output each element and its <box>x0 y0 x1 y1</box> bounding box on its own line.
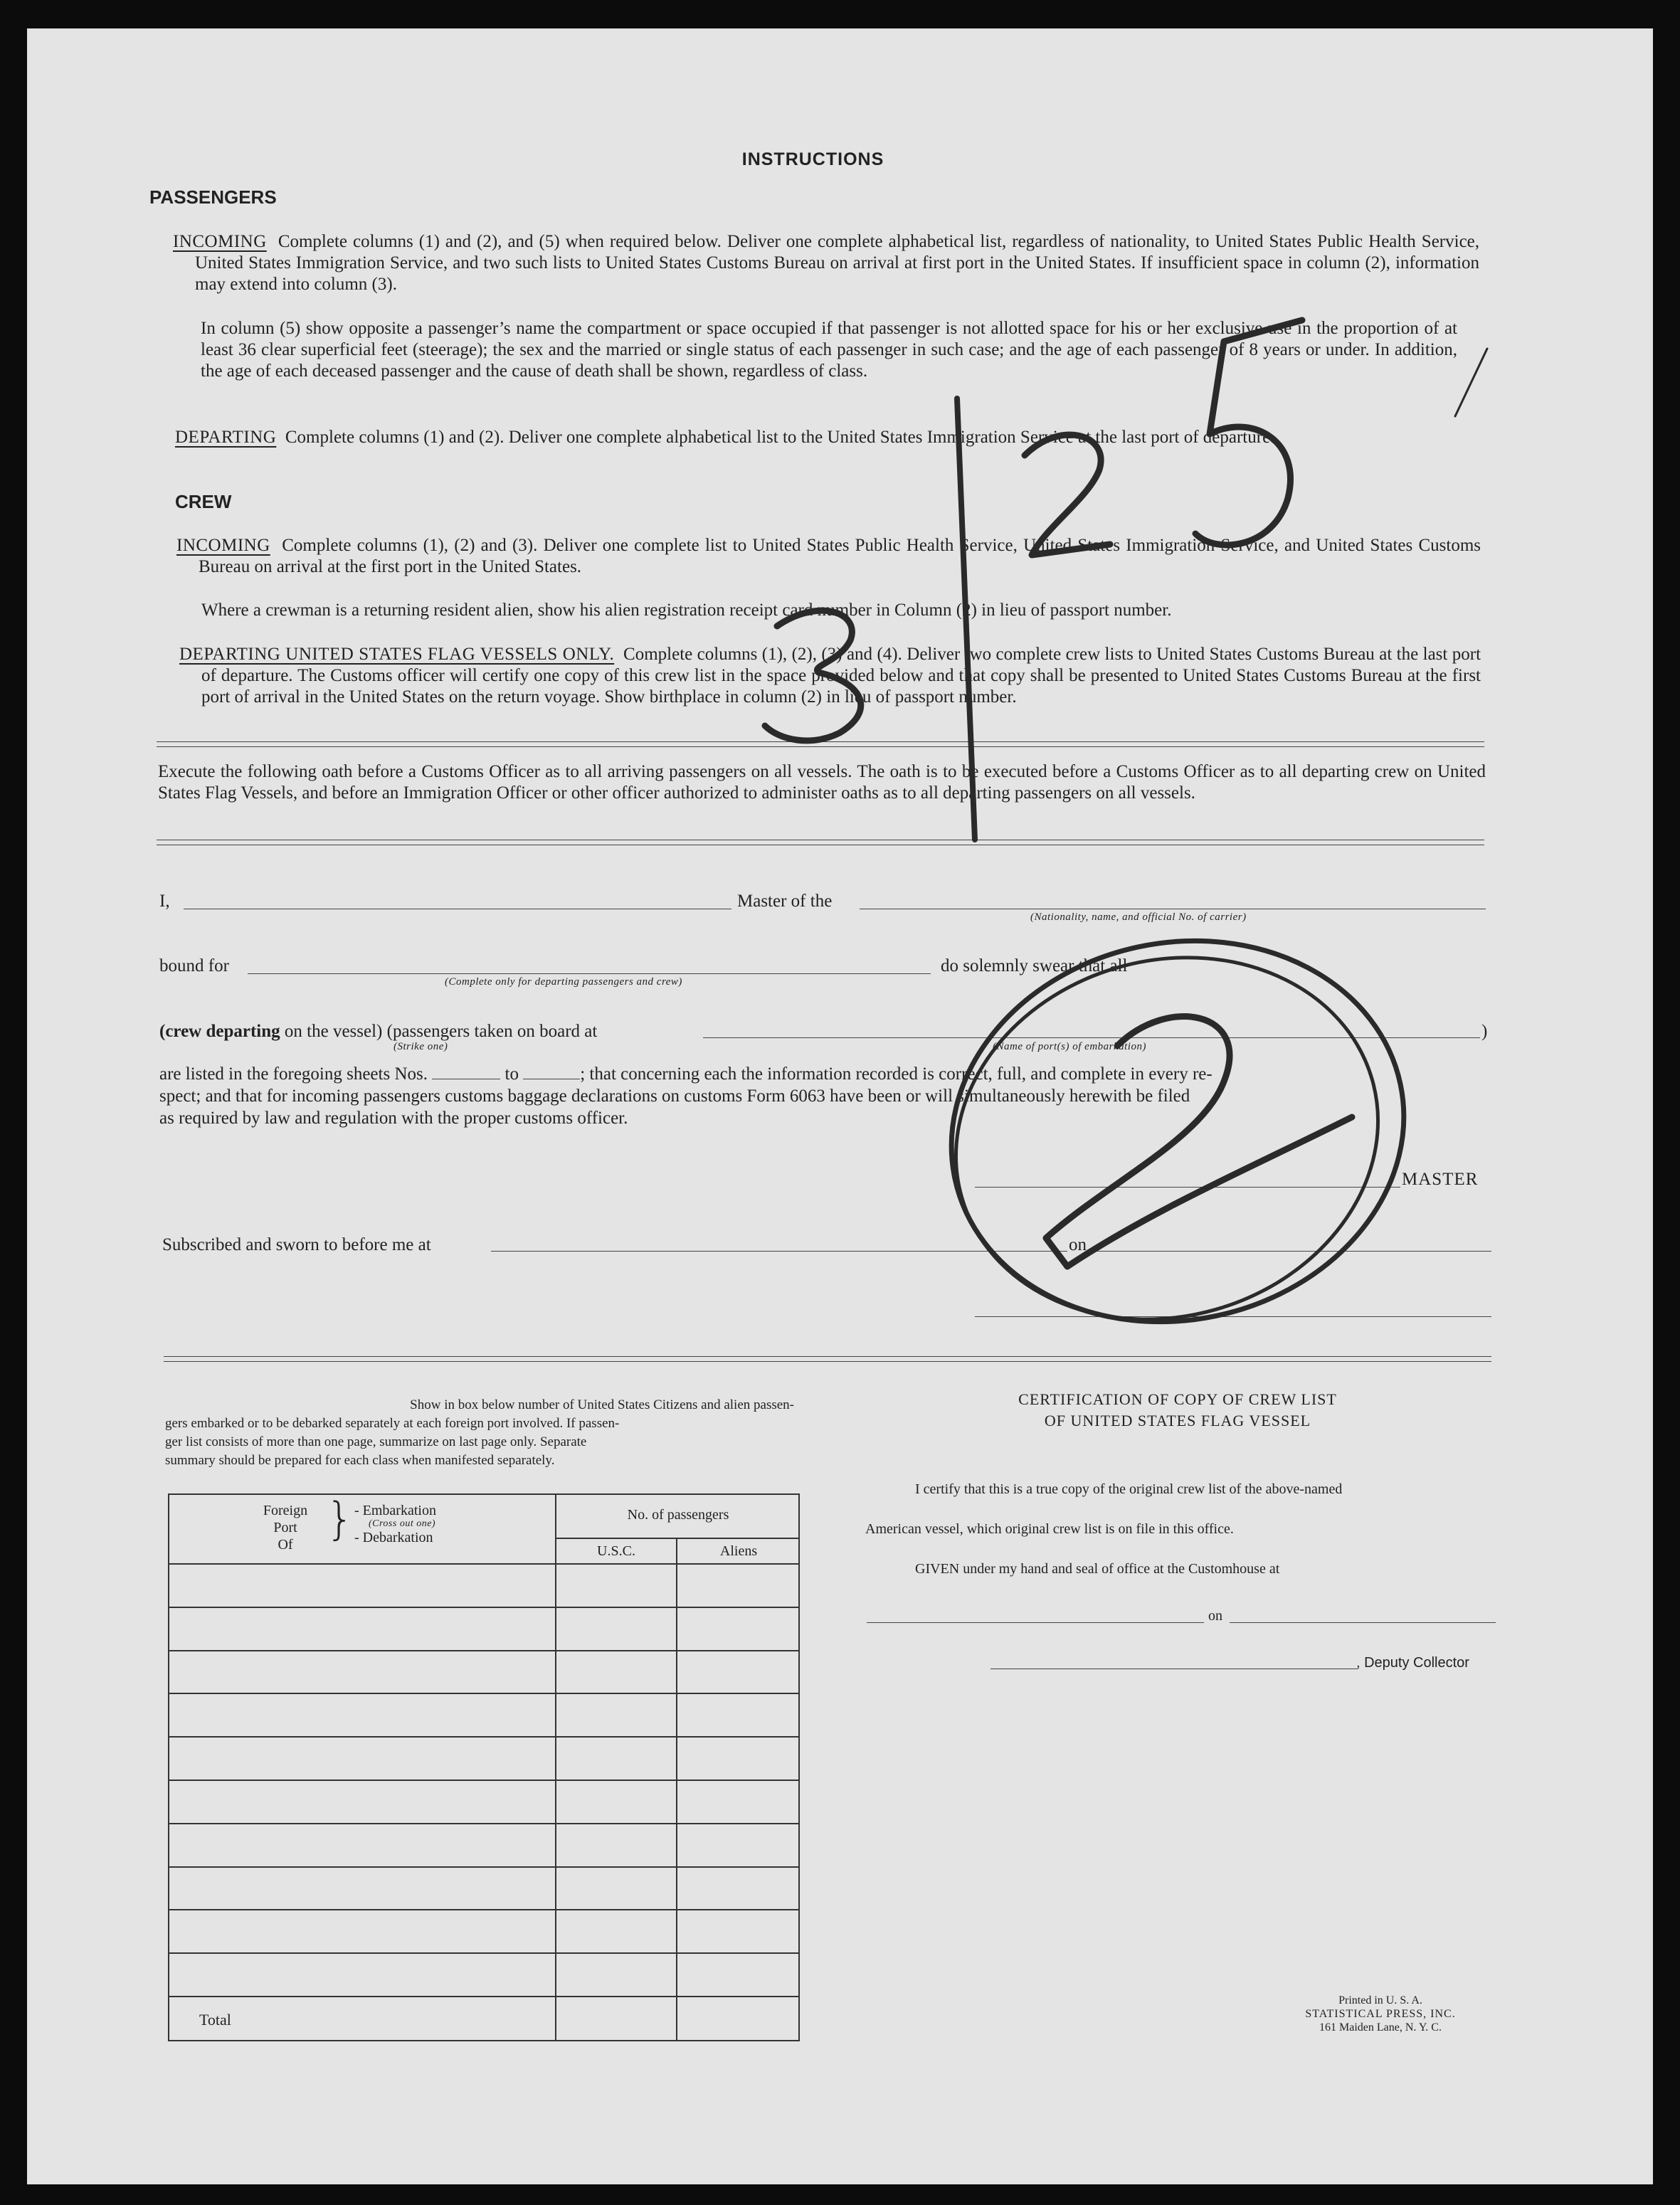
crew-passengers-line <box>159 1020 597 1042</box>
printer-imprint <box>1281 1994 1480 2034</box>
embarkation-port-field[interactable] <box>703 1037 1480 1038</box>
summary-line: Show in box below number of United States Citizens and alien passen- <box>410 1397 794 1412</box>
divider <box>164 1356 1491 1357</box>
listed-line2: spect; and that for incoming passengers customs baggage declarations on customs Form 6063 have been or will simultaneously herewith be filed <box>159 1086 1190 1106</box>
certification-date-field[interactable] <box>1230 1622 1496 1623</box>
certification-title-line1: CERTIFICATION OF COPY OF CREW LIST <box>1018 1390 1337 1408</box>
table-row-rule <box>168 1736 800 1738</box>
master-of-the-label: Master of the <box>737 892 833 911</box>
summary-line: ger list consists of more than one page, summarize on last page only. Separate <box>165 1434 587 1449</box>
customhouse-field[interactable] <box>867 1622 1204 1623</box>
usc-header: U.S.C. <box>597 1543 635 1559</box>
embark-debark-options[interactable] <box>354 1502 436 1546</box>
cross-out-caption: (Cross out one) <box>369 1518 436 1529</box>
departing-passengers-tag: DEPARTING <box>175 428 277 447</box>
summary-line: summary should be prepared for each class when manifested separately. <box>165 1453 555 1468</box>
departing-us-flag-tag: DEPARTING UNITED STATES FLAG VESSELS ONLY. <box>179 645 615 664</box>
table-col-divider <box>555 1493 556 2041</box>
col-foreign-port <box>246 1502 324 1553</box>
certification-title-line2: OF UNITED STATES FLAG VESSEL <box>1044 1412 1311 1429</box>
officer-signature-field[interactable] <box>975 1316 1491 1317</box>
crewman-note: Where a crewman is a returning resident alien, show his alien registration receipt card number in Column (2) in lieu of passport number. <box>201 601 1172 620</box>
table-row-rule <box>168 1996 800 1997</box>
sworn-on-label: on <box>1069 1235 1087 1254</box>
summary-line: gers embarked or to be debarked separately at each foreign port involved. If passen- <box>165 1416 620 1431</box>
col-port: Port <box>273 1520 297 1535</box>
instructions-title: INSTRUCTIONS <box>741 149 884 169</box>
divider <box>157 741 1484 742</box>
printer-line1: Printed in U. S. A. <box>1338 1994 1422 2006</box>
col-foreign: Foreign <box>263 1503 308 1518</box>
crew-heading: CREW <box>175 491 232 512</box>
listed-to: to <box>504 1064 519 1084</box>
on-vessel-label: on the vessel) (passengers taken on board at <box>284 1022 598 1041</box>
column5-note: In column (5) show opposite a passenger’s name the compartment or space occupied if that passenger is not allotted space for his or her exclusive use in the proportion of at least 36 clear superficial feet (steerage); the sex and the married or single status of each passenger in such case; and the age of each passenger of 8 years or under. In addition, the age of each deceased passenger and the cause of death shall be shown, regardless of class. <box>201 319 1457 381</box>
strike-one-caption: (Strike one) <box>393 1041 448 1052</box>
incoming-crew-text: Complete columns (1), (2) and (3). Deliver one complete list to United States Public Health Service, United States Immigration Service, and United States Customs Bureau on arrival at the first port in the United States. <box>199 536 1481 576</box>
embarkation-option: - Embarkation <box>354 1503 436 1518</box>
incoming-crew-tag: INCOMING <box>176 536 270 555</box>
brace-icon: } <box>326 1493 354 1545</box>
deputy-collector-label: , Deputy Collector <box>1356 1655 1469 1671</box>
no-of-passengers-header: No. of passengers <box>627 1507 729 1523</box>
incoming-crew-instruction <box>176 535 1481 578</box>
certification-line3: GIVEN under my hand and seal of office at the Customhouse at <box>915 1561 1280 1577</box>
solemnly-swear-text: do solemnly swear that all <box>941 956 1128 975</box>
table-header-rule <box>555 1538 800 1539</box>
certification-line1: I certify that this is a true copy of the original crew list of the above-named <box>915 1481 1343 1497</box>
close-paren: ) <box>1481 1022 1488 1041</box>
departing-us-flag-instruction <box>179 644 1481 708</box>
table-row-rule <box>168 1607 800 1608</box>
master-signature-field[interactable] <box>975 1187 1400 1188</box>
oath-i-label: I, <box>159 892 170 911</box>
certification-on-label: on <box>1208 1608 1222 1624</box>
divider <box>164 1361 1491 1362</box>
sworn-place-field[interactable] <box>491 1251 1067 1252</box>
bound-for-field[interactable] <box>248 973 931 974</box>
printer-line3: 161 Maiden Lane, N. Y. C. <box>1319 2021 1442 2034</box>
incoming-passengers-instruction <box>173 231 1479 295</box>
total-label: Total <box>199 2011 231 2029</box>
table-row-rule <box>168 1650 800 1651</box>
incoming-passengers-tag: INCOMING <box>173 232 267 251</box>
aliens-header: Aliens <box>719 1543 758 1559</box>
incoming-passengers-text: Complete columns (1) and (2), and (5) when required below. Deliver one complete alphabetical list, regardless of nationality, to United States Public Health Service, United States Immigration Service, and two such lists to United States Customs Bureau on arrival at first port in the United States. If insufficient space in column (2), information may extend into column (3). <box>195 232 1480 294</box>
table-row-rule <box>168 1909 800 1910</box>
sheets-line <box>159 1063 1213 1085</box>
divider <box>157 746 1484 747</box>
departing-us-flag-text: Complete columns (1), (2), (3) and (4). Deliver two complete crew lists to United States Customs Bureau at the last port of departure. The Customs officer will certify one copy of this crew list in the space provided below and that copy shall be presented to United States Customs Bureau at the first port of arrival in the United States on the return voyage. Show birthplace in column (2) in lieu of passport number. <box>201 645 1481 707</box>
oath-intro: Execute the following oath before a Customs Officer as to all arriving passengers on all vessels. The oath is to be executed before a Customs Officer as to all departing crew on United States Flag Vessels, and before an Immigration Officer or other officer authorized to administer oaths as to all departing passengers on all vessels. <box>158 762 1486 803</box>
table-row-rule <box>168 1780 800 1781</box>
subscribed-label: Subscribed and sworn to before me at <box>162 1235 431 1254</box>
embarkation-caption: (Name of port(s) of embarkation) <box>993 1041 1146 1052</box>
bound-for-caption: (Complete only for departing passengers and crew) <box>445 976 682 988</box>
table-row-rule <box>168 1866 800 1868</box>
printer-line2: STATISTICAL PRESS, INC. <box>1305 2008 1456 2020</box>
bound-for-label: bound for <box>159 956 229 975</box>
summary-instructions <box>165 1396 800 1470</box>
crew-departing-label: (crew departing <box>159 1022 280 1041</box>
sheet-to-field[interactable] <box>523 1064 580 1079</box>
table-col-divider <box>676 1538 677 2041</box>
table-row-rule <box>168 1693 800 1694</box>
listed-line3: as required by law and regulation with the proper customs officer. <box>159 1109 628 1128</box>
table-row-rule <box>168 1952 800 1954</box>
table-header-rule <box>168 1563 800 1565</box>
listed-part2: ; that concerning each the information recorded is correct, full, and complete in every re- <box>580 1064 1213 1084</box>
debarkation-option: - Debarkation <box>354 1530 433 1545</box>
master-label: MASTER <box>1402 1170 1479 1189</box>
departing-passengers-instruction <box>175 427 1479 448</box>
passengers-heading: PASSENGERS <box>149 186 277 208</box>
certification-line2: American vessel, which original crew list is on file in this office. <box>865 1521 1234 1537</box>
carrier-caption: (Nationality, name, and official No. of carrier) <box>1030 911 1247 923</box>
sheet-from-field[interactable] <box>432 1064 500 1079</box>
listed-part1: are listed in the foregoing sheets Nos. <box>159 1064 428 1084</box>
certification-title <box>840 1389 1516 1432</box>
passenger-summary-table <box>168 1493 800 2041</box>
departing-passengers-text: Complete columns (1) and (2). Deliver one complete alphabetical list to the United States Immigration Service at the last port of departure. <box>285 428 1275 447</box>
table-row-rule <box>168 1823 800 1824</box>
sworn-date-field[interactable] <box>1092 1251 1491 1252</box>
col-of: Of <box>278 1537 293 1553</box>
